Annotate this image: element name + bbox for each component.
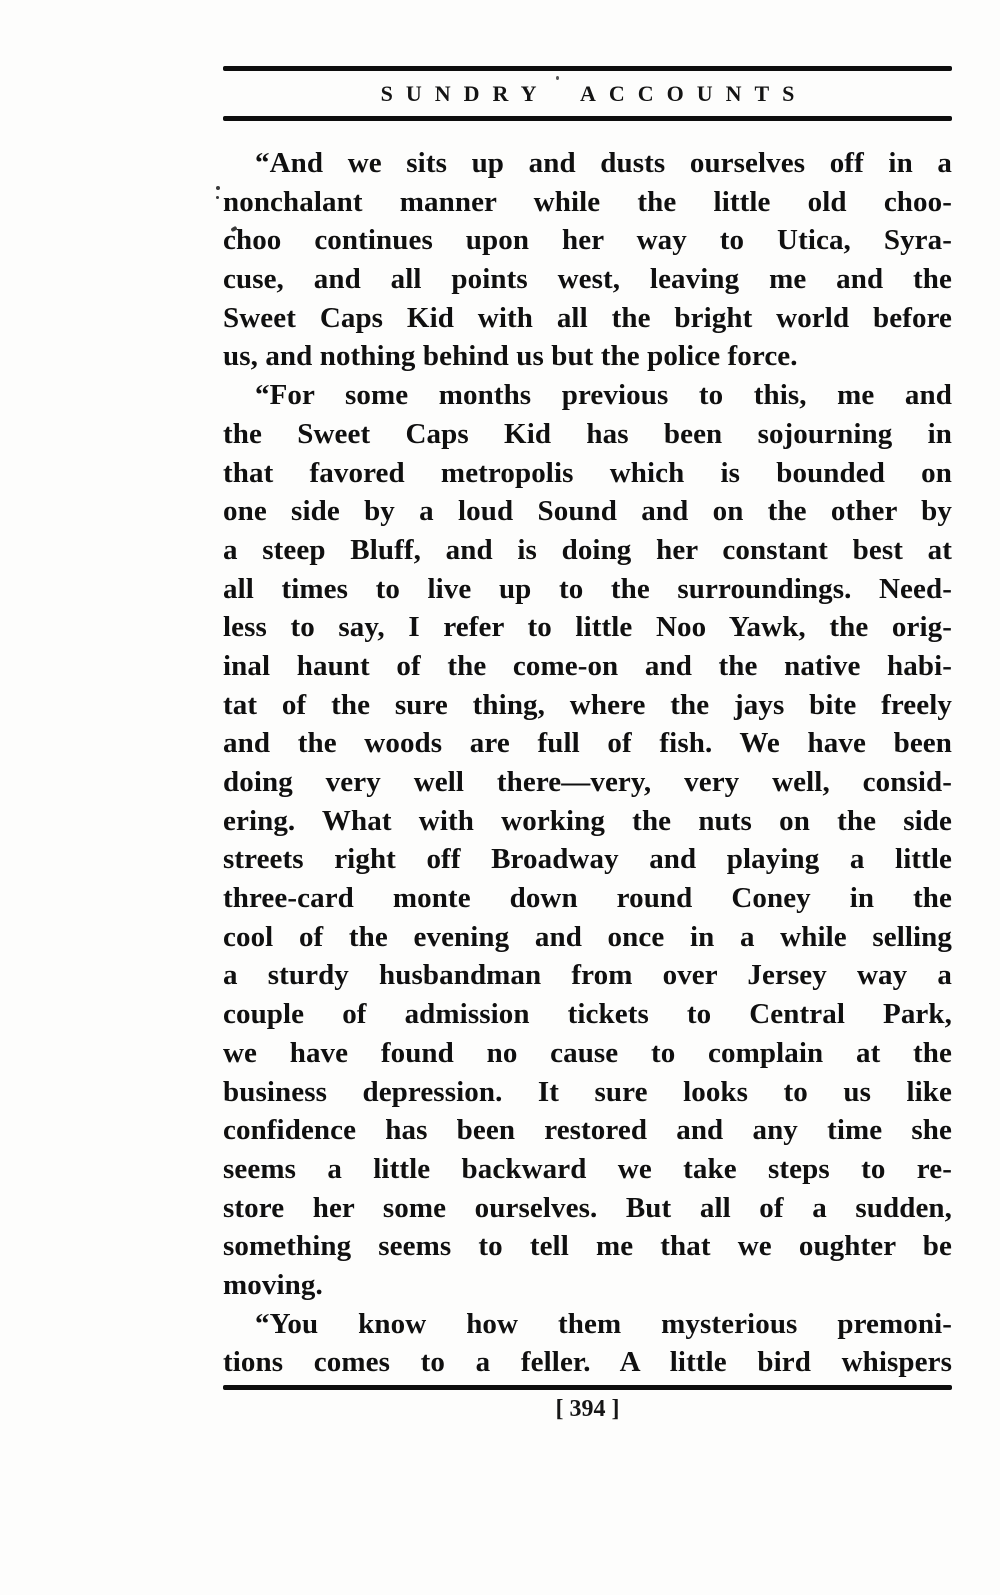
page-number: [ 394 ] [555,1396,620,1422]
text-line: three-card monte down round Coney in the [223,882,952,915]
text-line: doing very well there—very, very well, consid- [223,766,952,798]
paragraph [223,1305,952,1382]
text-line: less to say, I refer to little Noo Yawk, the orig- [223,611,952,644]
text-line: us, and nothing behind us but the police force. [223,340,798,373]
header-rule-bottom [223,116,952,121]
text-line: a sturdy husbandman from over Jersey way a [223,959,952,992]
running-head-title: SUNDRY ACCOUNTS [380,81,808,106]
text-line: inal haunt of the come-on and the native habi- [223,649,952,682]
text-line: streets right off Broadway and playing a little [223,843,952,876]
text-line: store her some ourselves. But all of a sudden, [223,1191,952,1224]
text-line: “And we sits up and dusts ourselves off in a [255,147,952,179]
paragraph [223,144,952,376]
text-line: a steep Bluff, and is doing her constant best at [223,533,952,566]
text-line: tions comes to a feller. A little bird whispers [223,1346,952,1379]
text-line: that favored metropolis which is bounded on [223,456,952,489]
text-line: something seems to tell me that we oughter be [223,1230,952,1263]
text-line: and the woods are full of fish. We have been [223,727,952,760]
paragraph [223,376,952,1305]
text-line: seems a little backward we take steps to re- [223,1152,952,1185]
text-line: ering. What with working the nuts on the side [223,804,952,837]
text-line: nonchalant manner while the little old choo- [223,185,952,218]
text-line: moving. [223,1268,323,1301]
text-line: tat of the sure thing, where the jays bite freely [223,688,952,721]
text-line: choo continues upon her way to Utica, Syra- [223,224,952,257]
text-line: cuse, and all points west, leaving me and the [223,263,952,296]
text-line: all times to live up to the surroundings. Need- [223,572,952,605]
text-line: “For some months previous to this, me and [255,379,952,412]
text-line: couple of admission tickets to Central Park, [223,998,952,1031]
text-line: “You know how them mysterious premoni- [255,1307,952,1340]
text-line: we have found no cause to complain at the [223,1036,952,1069]
text-line: the Sweet Caps Kid has been sojourning in [223,417,952,450]
page-body [223,144,952,1382]
text-line: Sweet Caps Kid with all the bright world before [223,301,952,334]
footer-rule [223,1385,952,1390]
text-line: business depression. It sure looks to us like [223,1075,952,1108]
scan-artifact [216,196,219,199]
scan-artifact [216,186,220,190]
text-line: cool of the evening and once in a while selling [223,920,952,953]
text-line: confidence has been restored and any time she [223,1114,952,1147]
text-column [223,0,952,1423]
text-line: one side by a loud Sound and on the other by [223,495,952,528]
